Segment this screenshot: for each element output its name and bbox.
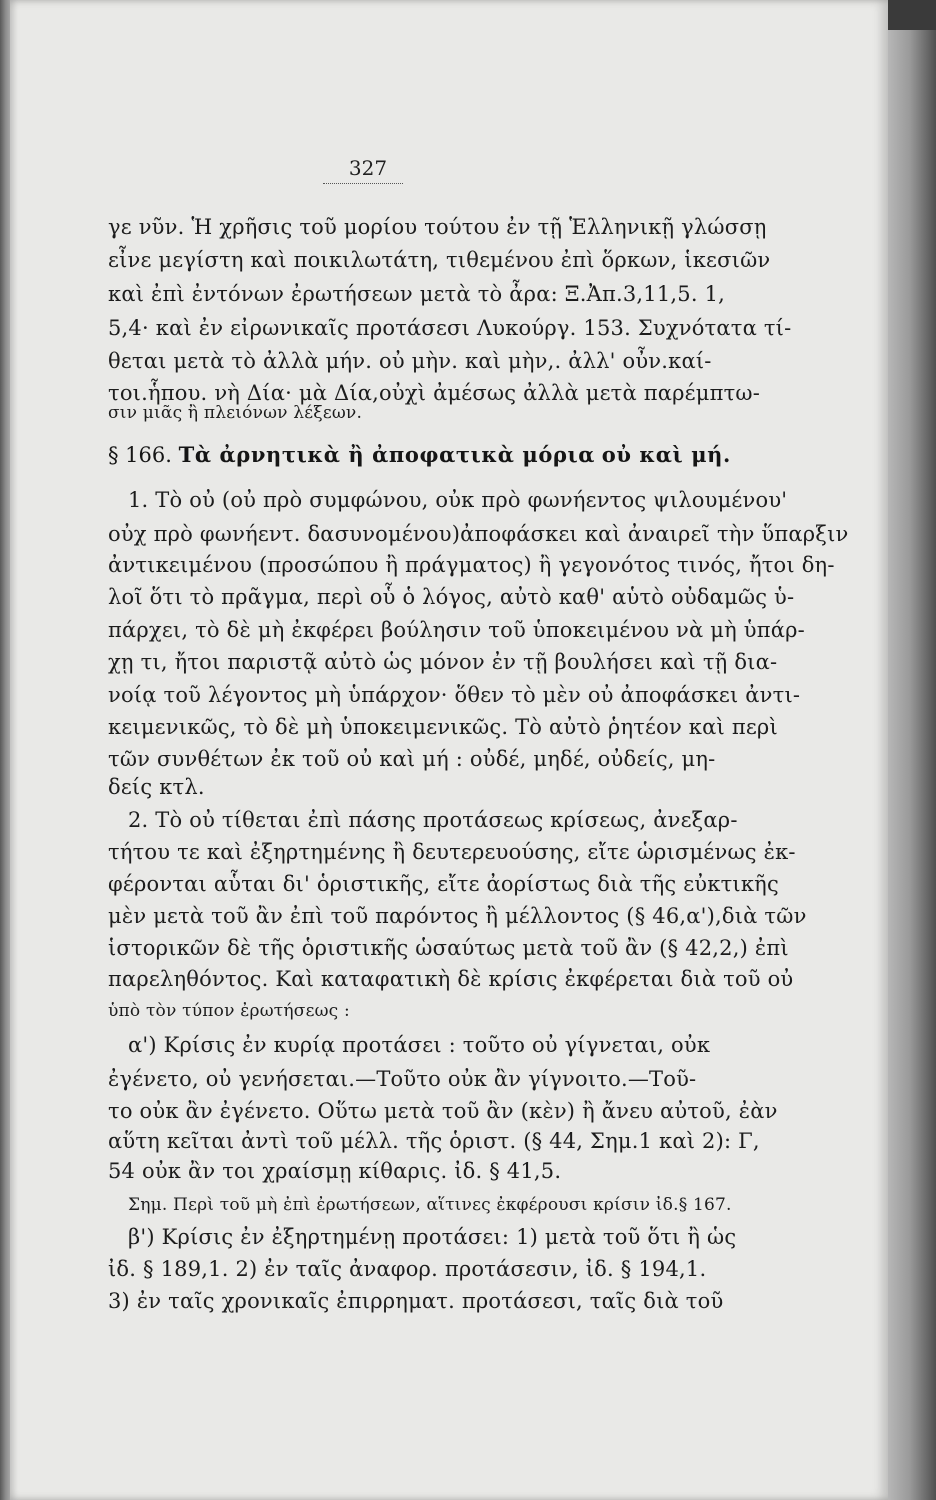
text-line: λοῖ ὅτι τὸ πρᾶγμα, περὶ οὗ ὁ λόγος, αὐτὸ καθ' αὑτὸ οὐδαμῶς ὑ- [108,585,795,609]
section-number: § 166. [108,443,172,467]
text-line: γε νῦν. Ἡ χρῆσις τοῦ μορίου τούτου ἐν τῇ Ἑλληνικῇ γλώσσῃ [108,215,767,239]
text-line: τῶν συνθέτων ἐκ τοῦ οὐ καὶ μή : οὐδέ, μηδέ, οὐδείς, μη- [108,747,716,771]
text-line: ἰδ. § 189,1. 2) ἐν ταῖς ἀναφορ. προτάσεσιν, ἰδ. § 194,1. [108,1257,707,1281]
page-number: 327 [348,156,388,180]
text-line: 2. Τὸ οὐ τίθεται ἐπὶ πάσης προτάσεως κρίσεως, ἀνεξαρ- [128,808,738,832]
section-particles: οὐ καὶ μή. [601,442,731,467]
text-line: σιν μιᾶς ἢ πλειόνων λέξεων. [108,403,363,423]
note-line: Σημ. Περὶ τοῦ μὴ ἐπὶ ἐρωτήσεων, αἵτινες ἐκφέρουσι κρίσιν ἰδ.§ 167. [128,1195,732,1215]
text-line: οὐχ πρὸ φωνήεντ. δασυνομένου)ἀποφάσκει καὶ ἀναιρεῖ τὴν ὕπαρξιν [108,522,849,546]
text-line: κειμενικῶς, τὸ δὲ μὴ ὑποκειμενικῶς. Τὸ αὐτὸ ῥητέον καὶ περὶ [108,715,778,739]
text-line: νοίᾳ τοῦ λέγοντος μὴ ὑπάρχον· ὅθεν τὸ μὲν οὐ ἀποφάσκει ἀντι- [108,683,801,707]
text-line: ἐγένετο, οὐ γενήσεται.—Τοῦτο οὐκ ἂν γίγνοιτο.—Τοῦ- [108,1067,697,1091]
text-line: ὑπὸ τὸν τύπον ἐρωτήσεως : [108,1001,350,1021]
page-number-ornament [323,183,403,184]
text-line: το οὐκ ἂν ἐγένετο. Οὕτω μετὰ τοῦ ἂν (κὲν) ἢ ἄνευ αὐτοῦ, ἐὰν [108,1099,778,1123]
text-line: φέρονται αὗται δι' ὁριστικῆς, εἴτε ἀορίστως διὰ τῆς εὐκτικῆς [108,872,779,896]
section-heading [108,440,731,470]
text-line: δείς κτλ. [108,775,205,799]
text-line: ἱστορικῶν δὲ τῆς ὁριστικῆς ὡσαύτως μετὰ τοῦ ἂν (§ 42,2,) ἐπὶ [108,936,789,960]
text-line: χῃ τι, ἤτοι παριστᾷ αὐτὸ ὡς μόνον ἐν τῇ βουλήσει καὶ τῇ δια- [108,650,778,674]
text-line: καὶ ἐπὶ ἐντόνων ἐρωτήσεων μετὰ τὸ ἆρα: Ξ.Ἀπ.3,11,5. 1, [108,282,726,306]
text-line: 1. Τὸ οὐ (οὐ πρὸ συμφώνου, οὐκ πρὸ φωνήεντος ψιλουμένου' [128,488,788,512]
text-line: α') Κρίσις ἐν κυρίᾳ προτάσει : τοῦτο οὐ γίγνεται, οὐκ [128,1033,711,1057]
text-line: παρεληθόντος. Καὶ καταφατικὴ δὲ κρίσις ἐκφέρεται διὰ τοῦ οὐ [108,967,794,991]
book-page [10,0,888,1500]
text-line: θεται μετὰ τὸ ἀλλὰ μήν. οὐ μὴν. καὶ μὴν,. ἀλλ' οὖν.καί- [108,349,712,373]
text-line: ἀντικειμένου (προσώπου ἢ πράγματος) ἢ γεγονότος τινός, ἤτοι δη- [108,553,835,577]
section-title: Τὰ ἀρνητικὰ ἢ ἀποφατικὰ μόρια [178,442,596,467]
text-line: πάρχει, τὸ δὲ μὴ ἐκφέρει βούλησιν τοῦ ὑποκειμένου νὰ μὴ ὑπάρ- [108,618,805,642]
text-line: τοι.ἧπου. νὴ Δία· μὰ Δία,οὐχὶ ἀμέσως ἀλλὰ μετὰ παρέμπτω- [108,381,761,405]
text-line: β') Κρίσις ἐν ἐξηρτημένῃ προτάσει: 1) μετὰ τοῦ ὅτι ἢ ὡς [128,1225,737,1249]
text-line: τήτου τε καὶ ἐξηρτημένης ἢ δευτερευούσης, εἴτε ὡρισμένως ἐκ- [108,840,796,864]
text-line: εἶνε μεγίστη καὶ ποικιλωτάτη, τιθεμένου ἐπὶ ὅρκων, ἱκεσιῶν [108,248,771,272]
text-line: αὕτη κεῖται ἀντὶ τοῦ μέλλ. τῆς ὁριστ. (§ 44, Σημ.1 καὶ 2): Γ, [108,1129,760,1153]
text-line: 5,4· καὶ ἐν εἰρωνικαῖς προτάσεσι Λυκούργ. 153. Συχνότατα τί- [108,316,792,340]
text-line: μὲν μετὰ τοῦ ἂν ἐπὶ τοῦ παρόντος ἢ μέλλοντος (§ 46,α'),διὰ τῶν [108,904,807,928]
text-line: 54 οὐκ ἂν τοι χραίσμῃ κίθαρις. ἰδ. § 41,5. [108,1159,562,1183]
text-line: 3) ἐν ταῖς χρονικαῖς ἐπιρρηματ. προτάσεσι, ταῖς διὰ τοῦ [108,1289,724,1313]
